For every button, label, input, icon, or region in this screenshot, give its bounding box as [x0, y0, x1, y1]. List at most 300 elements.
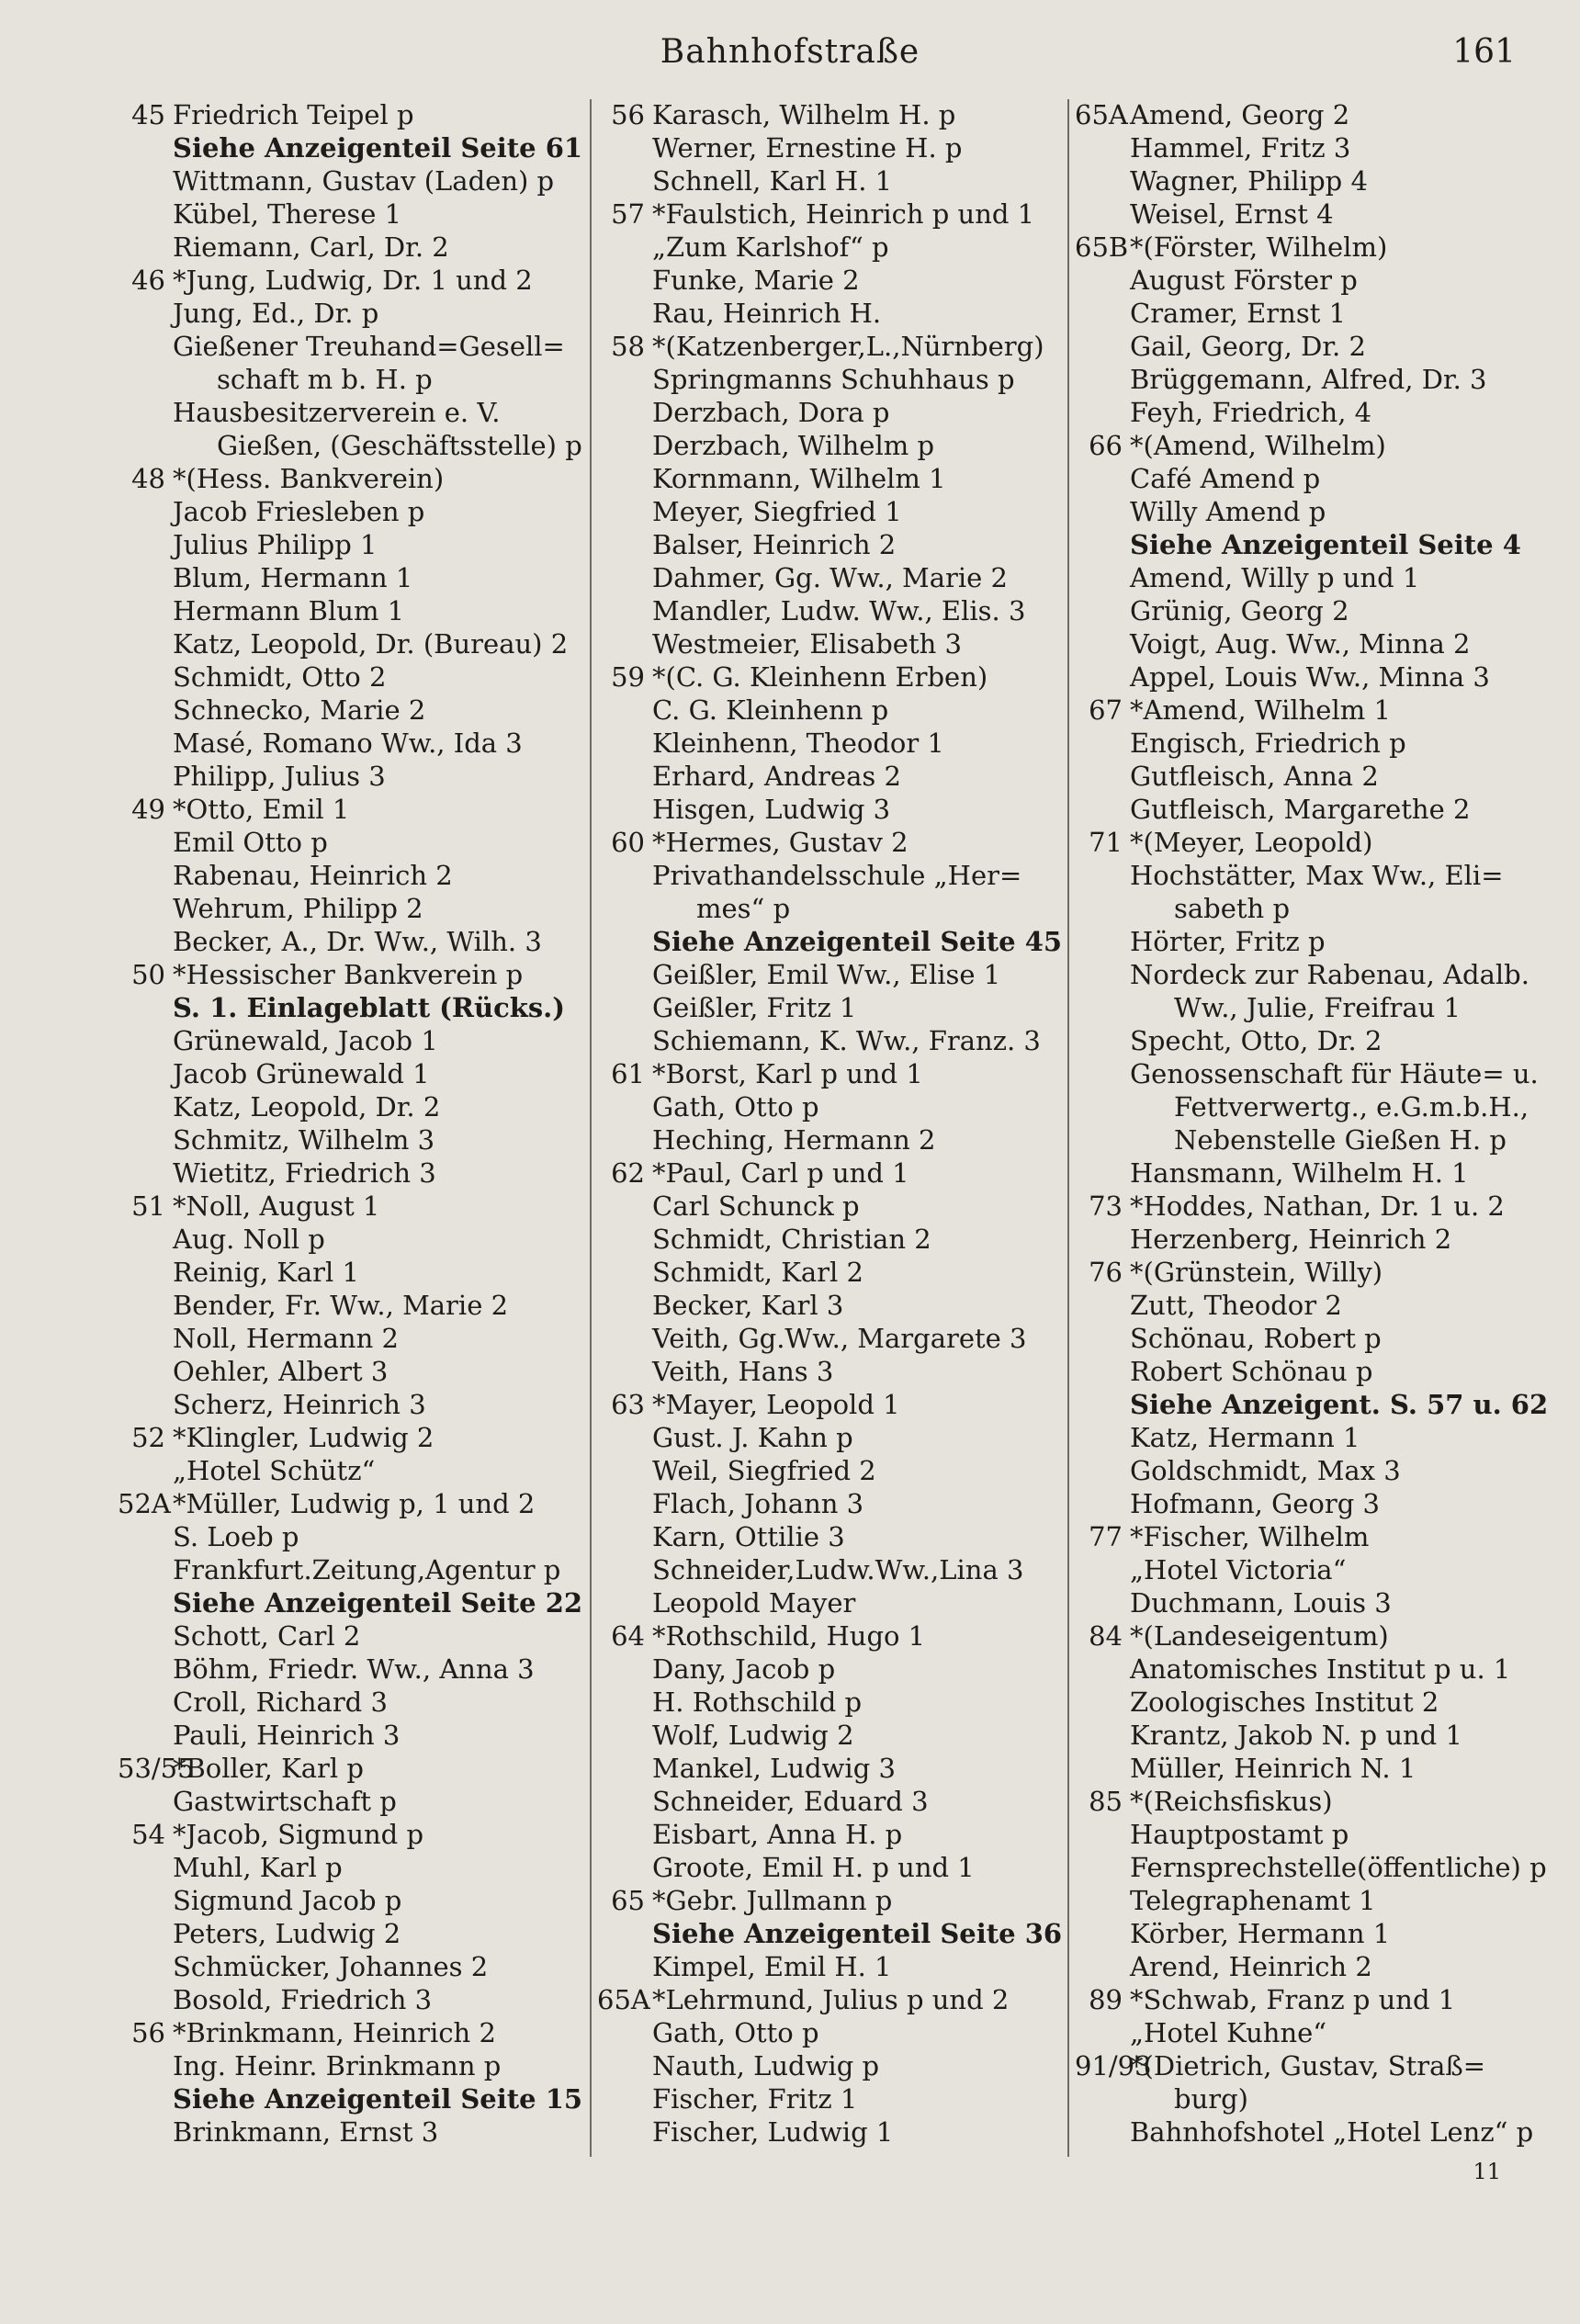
directory-entry [597, 1785, 1061, 1818]
house-number: 60 [611, 827, 645, 858]
advertisement-reference: Siehe Anzeigenteil Seite 61 [173, 132, 583, 164]
resident-name: „Hotel Victoria“ [1130, 1554, 1347, 1585]
house-number: 53/55 [118, 1753, 195, 1784]
house-number [597, 1454, 652, 1487]
directory-entry [597, 958, 1061, 991]
house-number [597, 1686, 652, 1719]
resident-name: sabeth p [1174, 893, 1291, 924]
house-number [118, 2115, 173, 2149]
house-number [597, 2082, 652, 2115]
house-number [597, 2115, 652, 2149]
street-heading: Bahnhofstraße [660, 33, 920, 71]
house-number [597, 429, 652, 462]
house-number: 63 [611, 1389, 645, 1420]
resident-name: Appel, Louis Ww., Minna 3 [1130, 661, 1490, 693]
directory-entry [118, 1785, 581, 1818]
resident-name: Weil, Siegfried 2 [652, 1455, 876, 1486]
house-number [1075, 660, 1130, 694]
directory-entry [597, 2115, 1061, 2149]
resident-name: *(Grünstein, Willy) [1130, 1257, 1383, 1288]
resident-name: *Paul, Carl p und 1 [652, 1157, 909, 1189]
directory-entry [1075, 1057, 1539, 1090]
resident-name: Riemann, Carl, Dr. 2 [173, 231, 449, 263]
house-number [597, 627, 652, 660]
house-number [118, 1388, 173, 1421]
house-number [118, 925, 173, 958]
directory-entry [1075, 1884, 1534, 1917]
house-number [118, 297, 173, 330]
resident-name: Hörter, Fritz p [1130, 926, 1326, 957]
house-number [1075, 594, 1130, 627]
directory-entry [118, 1090, 581, 1123]
resident-name: *(C. G. Kleinhenn Erben) [652, 661, 988, 693]
resident-name: Cramer, Ernst 1 [1130, 298, 1347, 329]
house-number [597, 1223, 652, 1256]
directory-entry [597, 1719, 1061, 1752]
directory-entry [597, 1586, 1061, 1619]
resident-name: Kornmann, Wilhelm 1 [652, 463, 946, 494]
directory-entry [597, 1223, 1061, 1256]
resident-name: Jacob Friesleben p [173, 496, 425, 527]
house-number [1075, 264, 1130, 297]
directory-entry [118, 1752, 581, 1785]
resident-name: Groote, Emil H. p und 1 [652, 1852, 975, 1883]
directory-entry [118, 495, 581, 528]
resident-name: C. G. Kleinhenn p [652, 694, 889, 726]
house-number [597, 760, 652, 793]
directory-entry [118, 727, 581, 760]
resident-name: *Hoddes, Nathan, Dr. 1 u. 2 [1130, 1190, 1505, 1222]
house-number [1075, 396, 1130, 429]
house-number: 50 [131, 959, 165, 990]
house-number [597, 1586, 652, 1619]
house-number [1075, 330, 1130, 363]
directory-entry [1075, 1950, 1534, 1983]
resident-name: *Fischer, Wilhelm [1130, 1521, 1370, 1552]
house-number: 65A [1075, 99, 1128, 130]
resident-name: Oehler, Albert 3 [173, 1356, 389, 1387]
house-number [118, 1355, 173, 1388]
directory-entry [1075, 396, 1534, 429]
directory-entry [118, 1190, 581, 1223]
directory-entry [1075, 1123, 1534, 1156]
resident-name: Jacob Grünewald 1 [173, 1058, 430, 1089]
resident-name: *Klingler, Ludwig 2 [173, 1422, 434, 1453]
house-number [118, 1851, 173, 1884]
house-number [597, 363, 652, 396]
directory-entry [118, 561, 581, 594]
resident-name: Brinkmann, Ernst 3 [173, 2116, 439, 2148]
house-number [1075, 1223, 1130, 1256]
resident-name: Schneider, Eduard 3 [652, 1786, 929, 1817]
directory-entry [1075, 859, 1534, 892]
resident-name: Feyh, Friedrich, 4 [1130, 397, 1372, 428]
directory-entry [118, 1619, 581, 1653]
house-number [118, 231, 173, 264]
house-number [597, 1024, 652, 1057]
directory-entry [1075, 1619, 1534, 1653]
directory-entry [118, 197, 581, 231]
directory-entry [597, 264, 1061, 297]
resident-name: Heching, Hermann 2 [652, 1124, 936, 1156]
resident-name: „Hotel Schütz“ [173, 1455, 376, 1486]
directory-entry [597, 1917, 1061, 1950]
directory-entry [1075, 131, 1534, 164]
directory-entry [118, 627, 581, 660]
house-number [597, 958, 652, 991]
directory-entry [597, 429, 1061, 462]
house-number [118, 1454, 173, 1487]
directory-entry [597, 98, 1061, 131]
directory-entry [118, 1024, 581, 1057]
house-number [597, 1719, 652, 1752]
directory-entry [1075, 330, 1534, 363]
house-number [1075, 793, 1130, 826]
directory-entry [597, 231, 1061, 264]
house-number [118, 1586, 173, 1619]
directory-entry [1075, 1355, 1534, 1388]
directory-entry [597, 1752, 1061, 1785]
directory-entry [1075, 1686, 1534, 1719]
resident-name: Karn, Ottilie 3 [652, 1521, 845, 1552]
resident-name: Schmücker, Johannes 2 [173, 1951, 489, 1982]
resident-name: *Mayer, Leopold 1 [652, 1389, 900, 1420]
house-number [1075, 1719, 1130, 1752]
directory-entry [118, 991, 581, 1024]
directory-entry [597, 1322, 1061, 1355]
directory-entry [1075, 793, 1534, 826]
directory-entry [118, 1818, 581, 1851]
directory-entry [118, 859, 581, 892]
directory-entry [597, 1520, 1061, 1553]
resident-name: Schmidt, Karl 2 [652, 1257, 863, 1288]
resident-name: Bender, Fr. Ww., Marie 2 [173, 1290, 509, 1321]
resident-name: Carl Schunck p [652, 1190, 860, 1222]
resident-name: Schmidt, Christian 2 [652, 1224, 931, 1255]
resident-name: *Jacob, Sigmund p [173, 1819, 424, 1850]
advertisement-reference: Siehe Anzeigenteil Seite 45 [652, 926, 1063, 957]
directory-entry [597, 1256, 1061, 1289]
house-number: 65B [1075, 231, 1129, 263]
house-number [597, 561, 652, 594]
house-number: 46 [131, 265, 165, 296]
directory-entry [1075, 2016, 1534, 2049]
directory-entry [1075, 1190, 1534, 1223]
resident-name: Willy Amend p [1130, 496, 1326, 527]
house-number [597, 462, 652, 495]
directory-entry [1075, 1520, 1534, 1553]
house-number [1075, 1454, 1130, 1487]
house-number [1075, 1024, 1130, 1057]
directory-entry [118, 1156, 581, 1190]
resident-name: *Brinkmann, Heinrich 2 [173, 2017, 496, 2048]
directory-entry [118, 793, 581, 826]
directory-entry [1075, 1785, 1534, 1818]
directory-entry [118, 1388, 581, 1421]
house-number [1075, 859, 1130, 892]
directory-entry [597, 1123, 1061, 1156]
resident-name: Brüggemann, Alfred, Dr. 3 [1130, 364, 1487, 395]
resident-name: Duchmann, Louis 3 [1130, 1587, 1392, 1619]
directory-entry [597, 1289, 1061, 1322]
directory-entry [1075, 1388, 1549, 1421]
resident-name: Frankfurt.Zeitung,Agentur p [173, 1554, 561, 1585]
house-number [597, 1090, 652, 1123]
resident-name: Blum, Hermann 1 [173, 562, 413, 593]
house-number [118, 1057, 173, 1090]
house-number: 77 [1089, 1521, 1123, 1552]
resident-name: Karasch, Wilhelm H. p [652, 99, 956, 130]
house-number [597, 528, 652, 561]
resident-name: Gutfleisch, Margarethe 2 [1130, 794, 1471, 825]
house-number: 62 [611, 1157, 645, 1189]
resident-name: Gath, Otto p [652, 2017, 819, 2048]
resident-name: Fischer, Ludwig 1 [652, 2116, 894, 2148]
resident-name: Reinig, Karl 1 [173, 1257, 359, 1288]
house-number [118, 991, 173, 1024]
directory-entry [597, 1487, 1061, 1520]
house-number [118, 363, 173, 396]
house-number [1075, 1818, 1130, 1851]
directory-entry [1075, 197, 1534, 231]
house-number [118, 1884, 173, 1917]
house-number [118, 694, 173, 727]
house-number [597, 594, 652, 627]
resident-name: Hisgen, Ludwig 3 [652, 794, 891, 825]
directory-entry [597, 2082, 1061, 2115]
directory-entry [118, 1884, 581, 1917]
directory-entry [597, 826, 1061, 859]
directory-entry [1075, 1487, 1534, 1520]
resident-name: Schiemann, K. Ww., Franz. 3 [652, 1025, 1041, 1056]
resident-name: Friedrich Teipel p [173, 99, 414, 130]
house-number [597, 1785, 652, 1818]
resident-name: Geißler, Fritz 1 [652, 992, 857, 1023]
directory-entry [1075, 297, 1534, 330]
sheet-number: 11 [1473, 2159, 1501, 2184]
directory-entry [118, 892, 581, 925]
directory-entry [1075, 1156, 1534, 1190]
resident-name: Anatomisches Institut p u. 1 [1130, 1653, 1511, 1685]
house-number: 91/93 [1075, 2050, 1152, 2081]
resident-name: *Boller, Karl p [173, 1753, 364, 1784]
resident-name: Krantz, Jakob N. p und 1 [1130, 1720, 1462, 1751]
house-number [1075, 958, 1130, 991]
resident-name: Körber, Hermann 1 [1130, 1918, 1391, 1949]
house-number: 48 [131, 463, 165, 494]
house-number [597, 991, 652, 1024]
house-number [597, 1653, 652, 1686]
house-number [1075, 1884, 1130, 1917]
directory-entry [118, 2082, 581, 2115]
house-number [1075, 1322, 1130, 1355]
resident-name: Werner, Ernestine H. p [652, 132, 963, 164]
house-number [597, 264, 652, 297]
resident-name: Gail, Georg, Dr. 2 [1130, 331, 1366, 362]
directory-entry [597, 2049, 1061, 2082]
house-number [1075, 1553, 1130, 1586]
resident-name: Croll, Richard 3 [173, 1687, 388, 1718]
resident-name: Katz, Hermann 1 [1130, 1422, 1360, 1453]
directory-entry [1075, 594, 1534, 627]
house-number: 56 [131, 2017, 165, 2048]
resident-name: schaft m b. H. p [217, 364, 433, 395]
resident-name: Pauli, Heinrich 3 [173, 1720, 401, 1751]
resident-name: Schönau, Robert p [1130, 1323, 1382, 1354]
house-number [118, 528, 173, 561]
resident-name: burg) [1174, 2083, 1248, 2115]
house-number [118, 760, 173, 793]
house-number [118, 330, 173, 363]
house-number [1075, 760, 1130, 793]
house-number [1075, 528, 1130, 561]
directory-entry [1075, 1421, 1534, 1454]
house-number [1075, 561, 1130, 594]
directory-entry [1075, 1818, 1534, 1851]
resident-name: *Amend, Wilhelm 1 [1130, 694, 1391, 726]
resident-name: Peters, Ludwig 2 [173, 1918, 401, 1949]
house-number [597, 2016, 652, 2049]
house-number [1075, 627, 1130, 660]
resident-name: „Hotel Kuhne“ [1130, 2017, 1327, 2048]
house-number [118, 1289, 173, 1322]
directory-entry [1075, 363, 1534, 396]
resident-name: Fernsprechstelle(öffentliche) p [1130, 1852, 1547, 1883]
house-number [597, 1917, 652, 1950]
house-number [597, 164, 652, 197]
directory-entry [118, 231, 581, 264]
resident-name: Leopold Mayer [652, 1587, 856, 1619]
house-number: 85 [1089, 1786, 1123, 1817]
house-number: 57 [611, 198, 645, 230]
directory-entry [118, 1322, 581, 1355]
resident-name: Engisch, Friedrich p [1130, 728, 1406, 759]
directory-entry [597, 694, 1061, 727]
directory-entry [118, 462, 581, 495]
resident-name: *(Reichsfiskus) [1130, 1786, 1333, 1817]
resident-name: Wehrum, Philipp 2 [173, 893, 423, 924]
resident-name: Hansmann, Wilhelm H. 1 [1130, 1157, 1469, 1189]
directory-column-3 [1075, 98, 1549, 2149]
directory-entry [118, 1421, 581, 1454]
resident-name: Schnell, Karl H. 1 [652, 165, 893, 197]
house-number [597, 1322, 652, 1355]
house-number [597, 1256, 652, 1289]
house-number [597, 2049, 652, 2082]
directory-entry [597, 594, 1061, 627]
resident-name: Café Amend p [1130, 463, 1321, 494]
resident-name: Schott, Carl 2 [173, 1620, 361, 1652]
house-number [597, 859, 652, 892]
resident-name: Amend, Georg 2 [1130, 99, 1350, 130]
resident-name: *Jung, Ludwig, Dr. 1 und 2 [173, 265, 533, 296]
resident-name: Philipp, Julius 3 [173, 761, 386, 792]
directory-entry [118, 528, 581, 561]
directory-entry [597, 660, 1061, 694]
house-number [597, 925, 652, 958]
house-number [1075, 297, 1130, 330]
house-number [118, 627, 173, 660]
house-number [1075, 131, 1130, 164]
resident-name: Veith, Gg.Ww., Margarete 3 [652, 1323, 1027, 1354]
house-number [597, 793, 652, 826]
resident-name: Hauptpostamt p [1130, 1819, 1349, 1850]
house-number [1075, 1586, 1130, 1619]
house-number [118, 727, 173, 760]
directory-entry [1075, 164, 1534, 197]
resident-name: Nebenstelle Gießen H. p [1174, 1124, 1507, 1156]
directory-entry [1075, 1256, 1534, 1289]
resident-name: *(Amend, Wilhelm) [1130, 430, 1386, 461]
directory-entry [118, 2049, 581, 2082]
resident-name: Mankel, Ludwig 3 [652, 1753, 896, 1784]
house-number [118, 1653, 173, 1686]
resident-name: Gießen, (Geschäftsstelle) p [217, 430, 582, 461]
resident-name: Balser, Heinrich 2 [652, 529, 897, 560]
directory-entry [597, 396, 1061, 429]
resident-name: Wittmann, Gustav (Laden) p [173, 165, 555, 197]
directory-entry [597, 991, 1061, 1024]
house-number [1075, 1950, 1130, 1983]
directory-entry [597, 197, 1061, 231]
house-number [597, 231, 652, 264]
house-number [1075, 1653, 1130, 1686]
house-number: 52 [131, 1422, 165, 1453]
resident-name: Springmanns Schuhhaus p [652, 364, 1015, 395]
house-number [1075, 1421, 1130, 1454]
directory-entry [118, 958, 581, 991]
resident-name: Schmitz, Wilhelm 3 [173, 1124, 435, 1156]
house-number [597, 396, 652, 429]
house-number: 89 [1089, 1984, 1123, 2015]
resident-name: Herzenberg, Heinrich 2 [1130, 1224, 1452, 1255]
resident-name: „Zum Karlshof“ p [652, 231, 889, 263]
directory-entry [597, 1619, 1061, 1653]
directory-entry [1075, 1752, 1534, 1785]
resident-name: Katz, Leopold, Dr. (Bureau) 2 [173, 628, 569, 660]
resident-name: Hofmann, Georg 3 [1130, 1488, 1380, 1519]
directory-entry [1075, 231, 1534, 264]
directory-entry [118, 429, 581, 462]
directory-entry [597, 727, 1061, 760]
resident-name: Flach, Johann 3 [652, 1488, 864, 1519]
house-number [118, 2082, 173, 2115]
house-number [597, 131, 652, 164]
resident-name: Kübel, Therese 1 [173, 198, 402, 230]
house-number [597, 1421, 652, 1454]
resident-name: *(Dietrich, Gustav, Straß= [1130, 2050, 1486, 2081]
house-number [118, 892, 173, 925]
directory-entry [118, 760, 581, 793]
directory-entry [118, 1289, 581, 1322]
directory-entry [597, 1024, 1061, 1057]
resident-name: *Hessischer Bankverein p [173, 959, 524, 990]
house-number [597, 1553, 652, 1586]
resident-name: Schnecko, Marie 2 [173, 694, 426, 726]
directory-entry [597, 1851, 1061, 1884]
directory-entry [1075, 429, 1534, 462]
directory-entry [1075, 660, 1534, 694]
resident-name: Scherz, Heinrich 3 [173, 1389, 426, 1420]
house-number [118, 1223, 173, 1256]
house-number: 59 [611, 661, 645, 693]
directory-entry [1075, 1653, 1534, 1686]
directory-entry [118, 1454, 581, 1487]
resident-name: *Borst, Karl p und 1 [652, 1058, 923, 1089]
directory-entry [118, 396, 581, 429]
resident-name: Becker, A., Dr. Ww., Wilh. 3 [173, 926, 542, 957]
directory-entry [118, 330, 581, 363]
